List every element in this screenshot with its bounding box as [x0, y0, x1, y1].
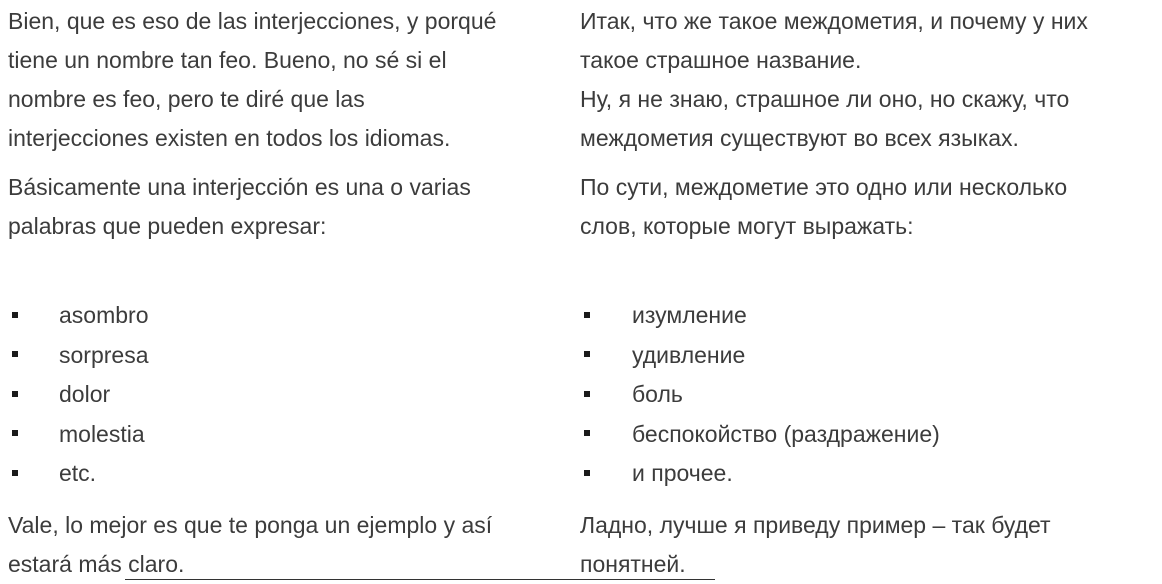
square-bullet-icon: [12, 470, 18, 476]
russian-definition-line: слов, которые могут выражать:: [580, 213, 914, 239]
spanish-interjection-list: [8, 296, 148, 494]
list-item: [580, 336, 940, 376]
bottom-divider: [125, 579, 715, 580]
spanish-definition-line: Básicamente una interjección es una o varias: [8, 174, 471, 200]
list-item: [580, 296, 940, 336]
square-bullet-icon: [584, 470, 590, 476]
square-bullet-icon: [584, 430, 590, 436]
list-item-text: molestia: [59, 420, 145, 447]
list-item-text: dolor: [59, 381, 111, 407]
square-bullet-icon: [12, 391, 18, 397]
square-bullet-icon: [584, 351, 590, 357]
spanish-intro-line: interjecciones existen en todos los idiomas.: [8, 125, 451, 151]
spanish-definition-line: palabras que pueden expresar:: [8, 213, 327, 239]
spanish-intro-line: Bien, que es eso de las interjecciones, y porqué: [8, 8, 497, 34]
list-item: [580, 415, 940, 455]
russian-interjection-list: [580, 296, 940, 494]
list-item-text: беспокойство (раздражение): [632, 420, 940, 447]
russian-intro-paragraph: [580, 2, 1160, 158]
square-bullet-icon: [584, 391, 590, 397]
spanish-intro-line: tiene un nombre tan feo. Bueno, no sé si el: [8, 47, 447, 73]
russian-definition-paragraph: [580, 168, 1160, 246]
list-item: [8, 375, 148, 415]
list-item-text: etc.: [59, 460, 97, 486]
list-item: [580, 375, 940, 415]
russian-intro-line: такое страшное название.: [580, 47, 862, 73]
list-item-text: боль: [632, 381, 683, 407]
spanish-closing-line: estará más claro.: [8, 551, 185, 577]
russian-closing-paragraph: [580, 506, 1051, 584]
square-bullet-icon: [584, 312, 590, 318]
russian-column: [580, 2, 1160, 582]
list-item: [8, 336, 148, 376]
spanish-closing-line: Vale, lo mejor es que te ponga un ejemplo y así: [8, 512, 493, 538]
list-item-text: asombro: [59, 302, 149, 328]
spanish-intro-line: nombre es feo, pero te diré que las: [8, 86, 365, 112]
list-item: [8, 454, 148, 494]
russian-intro-line: Ну, я не знаю, страшное ли оно, но скажу, что: [580, 86, 1070, 112]
list-item-text: и прочее.: [632, 460, 733, 486]
russian-closing-line: понятней.: [580, 551, 686, 577]
list-item: [8, 296, 148, 336]
russian-intro-line: Итак, что же такое междометия, и почему у них: [580, 8, 1088, 34]
list-item-text: sorpresa: [59, 341, 149, 368]
square-bullet-icon: [12, 430, 18, 436]
russian-intro-line: междометия существуют во всех языках.: [580, 125, 1019, 151]
square-bullet-icon: [12, 312, 18, 318]
spanish-column: [8, 2, 568, 582]
square-bullet-icon: [12, 351, 18, 357]
list-item: [8, 415, 148, 455]
list-item-text: удивление: [632, 341, 746, 368]
spanish-closing-paragraph: [8, 506, 492, 584]
list-item: [580, 454, 940, 494]
spanish-intro-paragraph: [8, 2, 568, 158]
russian-closing-line: Ладно, лучше я приведу пример – так будет: [580, 512, 1051, 538]
russian-definition-line: По сути, междометие это одно или несколько: [580, 174, 1068, 200]
list-item-text: изумление: [632, 302, 747, 328]
spanish-definition-paragraph: [8, 168, 568, 246]
